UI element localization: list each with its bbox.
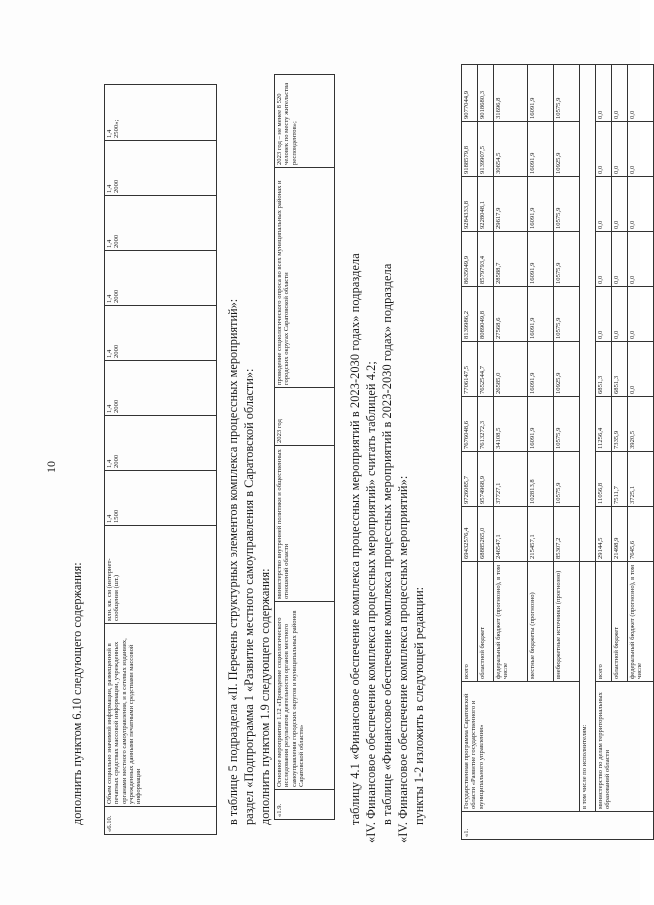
cell: Основное мероприятие 1.12 «Проведение социологического исследования результатов деятельности органов местного самоуправления городских округов и муниципальных районов Саратовской области»: [275, 602, 335, 790]
cell: «6.10.: [105, 807, 217, 835]
cell: 7645,6: [628, 507, 654, 562]
cell: «1.9.: [275, 790, 335, 820]
table-item-6-10: [104, 84, 217, 835]
cell: 21498,9: [612, 507, 628, 562]
cell: 10575,9: [554, 397, 580, 452]
cell: 10575,9: [554, 177, 580, 232]
cell: 1,4 2000: [105, 361, 217, 416]
cell: 215457,1: [528, 507, 554, 562]
cell: 16091,9: [528, 177, 554, 232]
cell: 7335,9: [612, 397, 628, 452]
cell: 0,0: [596, 122, 612, 177]
cell: министерство по делам территориальных образований области: [596, 682, 654, 812]
cell: 9139907,5: [478, 122, 494, 177]
table-row: [275, 75, 335, 820]
cell: 0,0: [612, 65, 628, 122]
cell: 246547,1: [494, 507, 528, 562]
cell: 28588,7: [494, 232, 528, 287]
cell: 10575,9: [554, 287, 580, 342]
cell: 9726085,7: [462, 452, 478, 507]
cell: 10575,9: [554, 65, 580, 122]
cell: 9284333,8: [462, 177, 478, 232]
cell: федеральный бюджет (прогнозно), в том числе: [494, 562, 528, 682]
cell: 7652544,7: [478, 342, 494, 397]
cell: 9228048,1: [478, 177, 494, 232]
cell: 68885265,0: [478, 507, 494, 562]
cell: 69432576,4: [462, 507, 478, 562]
cell: 16091,9: [528, 342, 554, 397]
para2-line: в таблице «Финансовое обеспечение комплекса процессных мероприятий в 2023-2030 годах» подраздела: [380, 263, 394, 825]
cell: 0,0: [596, 232, 612, 287]
intro-text: дополнить пунктом 6.10 следующего содержания:: [70, 562, 84, 825]
cell: 0,0: [628, 232, 654, 287]
cell: 9188579,8: [462, 122, 478, 177]
cell: всего: [596, 562, 612, 682]
cell: 0,0: [628, 342, 654, 397]
cell: 2023 год – не менее 8 520 человек по месту жительства респондентов»;: [275, 75, 335, 168]
cell: 8089049,8: [478, 287, 494, 342]
cell: 16091,9: [528, 122, 554, 177]
cell: 11256,4: [596, 397, 612, 452]
cell: 0,0: [628, 65, 654, 122]
cell: 10575,9: [554, 452, 580, 507]
cell: 0,0: [628, 177, 654, 232]
cell: 102813,8: [528, 452, 554, 507]
cell: 1,4 1500: [105, 471, 217, 526]
table-row: [105, 85, 217, 835]
table-row: [462, 65, 478, 840]
table-row: [580, 65, 596, 840]
cell: 1,4 2000: [105, 196, 217, 251]
cell: 0,0: [596, 65, 612, 122]
cell: 16091,9: [528, 232, 554, 287]
cell: «1.: [462, 812, 654, 840]
cell: 0,0: [628, 122, 654, 177]
cell: 2023 год: [275, 388, 335, 446]
cell: 29617,9: [494, 177, 528, 232]
cell: 0,0: [612, 287, 628, 342]
para1-line: раздел «Подпрограмма 1 «Развитие местного самоуправления в Саратовской области»:: [242, 368, 256, 825]
cell: 16091,9: [528, 287, 554, 342]
cell: 3920,5: [628, 397, 654, 452]
cell: 7706147,5: [462, 342, 478, 397]
para2-line: «IV. Финансовое обеспечение комплекса процессных мероприятий»:: [396, 475, 410, 843]
cell: 9574968,9: [478, 452, 494, 507]
cell: 3725,1: [628, 452, 654, 507]
cell: 0,0: [612, 177, 628, 232]
para1-line: в таблице 5 подраздела «II. Перечень структурных элементов комплекса процессных мероприятий»:: [226, 298, 240, 825]
cell: местные бюджеты (прогнозно): [528, 562, 554, 682]
cell: 1,4 2000: [105, 141, 217, 196]
cell: Объем социально значимой информации, размещенной в печатных средствах массовой информации, учрежденных органами местного самоуправления, и в сетевых изданиях, учрежденных данными печатными средствами массовой информации: [105, 624, 217, 807]
cell: 6851,3: [612, 342, 628, 397]
table-item-1-9: [274, 74, 335, 820]
cell: 0,0: [612, 232, 628, 287]
cell: 7511,7: [612, 452, 628, 507]
cell: в том числе по исполнителям:: [580, 562, 596, 812]
cell: 10925,9: [554, 122, 580, 177]
cell: 16091,9: [528, 65, 554, 122]
cell: 0,0: [596, 287, 612, 342]
para2-line: таблицу 4.1 «Финансовое обеспечение комплекса процессных мероприятий в 2023-2030 годах» подраздела: [348, 253, 362, 825]
para2-line: «IV. Финансовое обеспечение комплекса процессных мероприятий» считать таблицей 4.2;: [364, 361, 378, 843]
cell: 1,4 2500»;: [105, 85, 217, 141]
cell: 0,0: [628, 287, 654, 342]
cell: 0,0: [612, 122, 628, 177]
cell: 6851,3: [596, 342, 612, 397]
cell: областной бюджет: [478, 562, 494, 682]
cell: 1,4 2000: [105, 306, 217, 361]
cell: 27568,6: [494, 287, 528, 342]
cell: областной бюджет: [612, 562, 628, 682]
cell: 37727,1: [494, 452, 528, 507]
cell: Государственная программа Саратовской области «Развитие государственного и муниципального управления»: [462, 682, 580, 812]
table-row: [596, 65, 612, 840]
cell: 7676048,6: [462, 397, 478, 452]
cell: 26585,0: [494, 342, 528, 397]
cell: 7613272,3: [478, 397, 494, 452]
cell: федеральный бюджет (прогнозно), в том числе: [628, 562, 654, 682]
cell: 8635049,9: [462, 232, 478, 287]
cell: млн. кв. см (интернет-сообщения (шт.): [105, 526, 217, 624]
cell: министерство внутренней политики и общественных отношений области: [275, 446, 335, 602]
cell: 10925,9: [554, 342, 580, 397]
cell: 31696,8: [494, 65, 528, 122]
cell: 34108,5: [494, 397, 528, 452]
cell: 9077044,9: [462, 65, 478, 122]
cell: 9018680,3: [478, 65, 494, 122]
cell: проведение социологического опроса во всех муниципальных районах и городских округах Саратовской области: [275, 168, 335, 388]
cell: 11056,8: [596, 452, 612, 507]
cell: 8579793,4: [478, 232, 494, 287]
cell: 16091,9: [528, 397, 554, 452]
cell: 85307,2: [554, 507, 580, 562]
cell: 30654,5: [494, 122, 528, 177]
cell: 10575,9: [554, 232, 580, 287]
cell: внебюджетные источники (прогнозно): [554, 562, 580, 682]
para1-line: дополнить пунктом 1.9 следующего содержания:: [258, 568, 272, 825]
cell: [580, 65, 596, 562]
cell: 1,4 2000: [105, 251, 217, 306]
cell: всего: [462, 562, 478, 682]
cell: 29144,5: [596, 507, 612, 562]
para2-line: пункты 1-2 изложить в следующей редакции:: [412, 586, 426, 825]
cell: 1,4 2000: [105, 416, 217, 471]
table-financing: [461, 64, 654, 840]
cell: 0,0: [596, 177, 612, 232]
page-number: 10: [44, 461, 58, 473]
cell: 8139986,2: [462, 287, 478, 342]
